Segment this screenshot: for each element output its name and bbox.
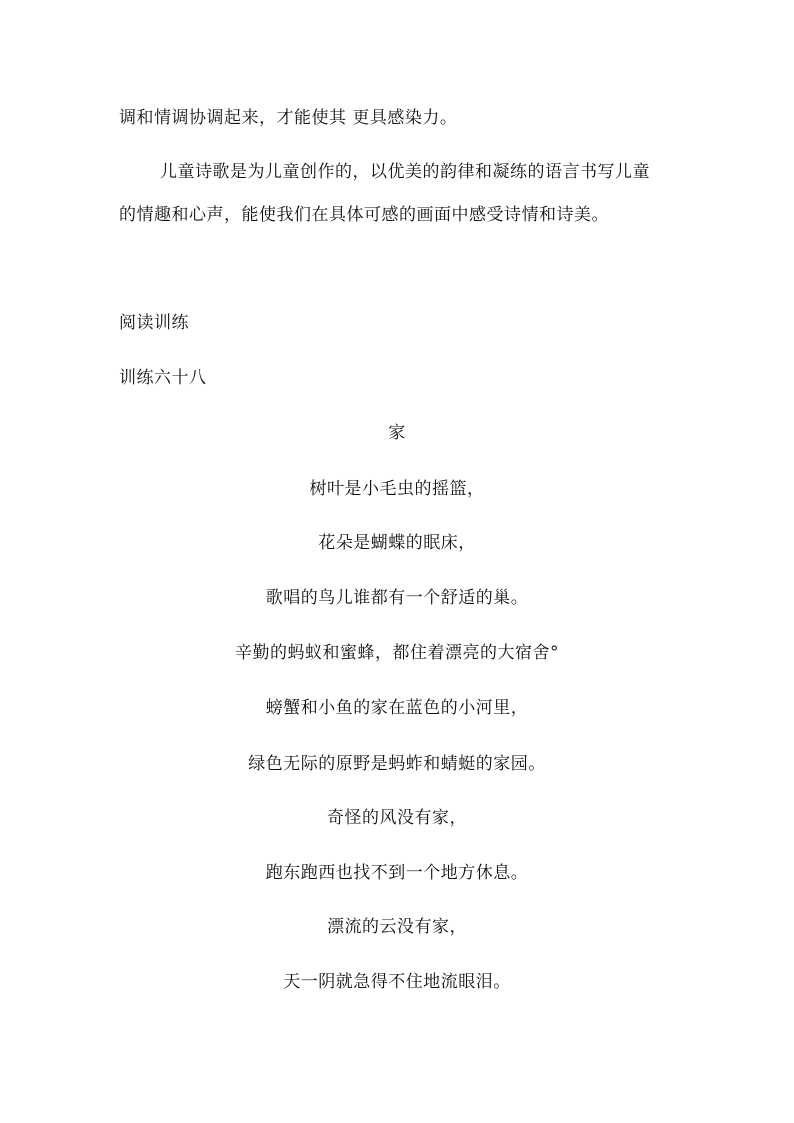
poem-line: 花朵是蝴蝶的眠床， — [318, 533, 476, 553]
poem-line: 歌唱的鸟儿谁都有一个舒适的巢。 — [265, 588, 529, 608]
poem-line: 跑东跑西也找不到一个地方休息。 — [265, 863, 529, 883]
section-heading: 阅读训练 — [119, 313, 189, 333]
paragraph-1-line-1: 调和情调协调起来，才能使其 更具感染力。 — [119, 108, 458, 128]
paragraph-2-line-2: 的情趣和心声，能使我们在具体可感的画面中感受诗情和诗美。 — [119, 205, 609, 225]
poem-line: 螃蟹和小鱼的家在蓝色的小河里， — [265, 698, 529, 718]
paragraph-2-line-1: 儿童诗歌是为儿童创作的，以优美的韵律和凝练的语言书写儿童 — [160, 162, 650, 182]
poem-line: 树叶是小毛虫的摇篮， — [309, 479, 485, 499]
poem-line: 天一阴就急得不住地流眼泪。 — [283, 972, 511, 992]
poem-line: 漂流的云没有家， — [327, 917, 467, 937]
poem-title: 家 — [388, 423, 406, 443]
poem-line: 绿色无际的原野是蚂蚱和蜻蜓的家园。 — [248, 754, 546, 774]
poem-line: 奇怪的风没有家， — [327, 808, 467, 828]
poem-line: 辛勤的蚂蚁和蜜蜂，都住着漂亮的大宿舍° — [235, 643, 559, 663]
section-subheading: 训练六十八 — [119, 368, 207, 388]
